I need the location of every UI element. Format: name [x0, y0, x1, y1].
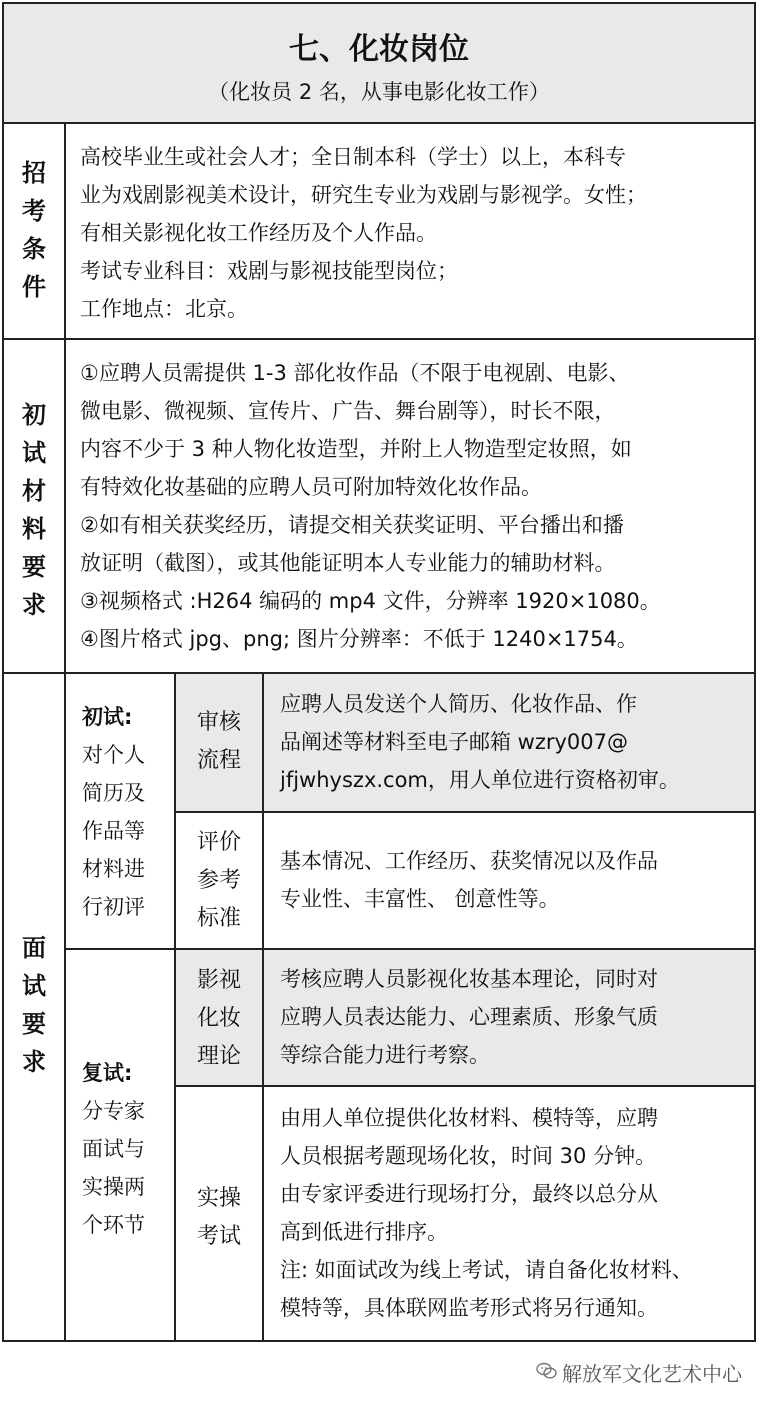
evaluation-criteria-content: 基本情况、工作经历、获奖情况以及作品 专业性、丰富性、 创意性等。 — [280, 849, 658, 911]
wechat-icon — [536, 1362, 558, 1380]
practical-exam-content: 由用人单位提供化妆材料、模特等，应聘 人员根据考题现场化妆，时间 30 分钟。 由专家评委进行现场打分，最终以总分从 高到低进行排序。 注: 如面试改为线上考试，请自备化妆材料、 模特等，具体联网监考形式将另行通知。 — [280, 1106, 693, 1320]
materials-content: ①应聘人员需提供 1-3 部化妆作品（不限于电视剧、电影、 微电影、微视频、宣传片、广告、舞台剧等），时长不限， 内容不少于 3 种人物化妆造型，并附上人物造型定妆照，如 有特效化妆基础的应聘人员可附加特效化妆作品。 ②如有相关获奖经历，请提交相关获奖证明、平台播出和播 放证明（截图），或其他能证明本人专业能力的辅助材料。 ③视频格式 :H264 编码的 mp4 文件，分辨率 1920×1080。 ④图片格式 jpg、png; 图片分辨率：不低于 1240×1754。 — [80, 361, 661, 651]
second-stage-heading: 复试: — [82, 1061, 133, 1085]
page-title: 七、化妆岗位 — [289, 32, 469, 67]
first-stage-heading: 初试: — [82, 705, 133, 729]
table-header — [4, 4, 754, 124]
review-process-content: 应聘人员发送个人简历、化妆作品、作 品阐述等材料至电子邮箱 wzry007@ jfjwhyszx.com，用人单位进行资格初审。 — [280, 692, 680, 792]
interview-label: 面 试 要 求 — [22, 934, 46, 1076]
watermark-text: 解放军文化艺术中心 — [562, 1362, 742, 1386]
left-column-divider — [64, 122, 66, 1340]
recruit-label: 招 考 条 件 — [22, 159, 46, 301]
divider-review — [174, 811, 754, 813]
recruitment-table — [2, 2, 756, 1342]
materials-label: 初 试 材 料 要 求 — [22, 401, 46, 619]
theory-content: 考核应聘人员影视化妆基本理论，同时对 应聘人员表达能力、心理素质、形象气质 等综合能力进行考察。 — [280, 967, 658, 1067]
second-stage-desc: 复试: 分专家 面试与 实操两 个环节 — [82, 1061, 145, 1237]
practical-exam-label: 实操 考试 — [196, 1186, 241, 1249]
divider-theory — [174, 1085, 754, 1087]
first-stage-desc: 初试: 对个人 简历及 作品等 材料进 行初评 — [82, 705, 145, 919]
divider-recruit — [4, 338, 754, 340]
theory-label: 影视 化妆 理论 — [196, 968, 241, 1069]
recruit-content: 高校毕业生或社会人才；全日制本科（学士）以上，本科专 业为戏剧影视美术设计，研究生专业为戏剧与影视学。女性； 有相关影视化妆工作经历及个人作品。 考试专业科目：戏剧与影视技能型岗位； 工作地点：北京。 — [80, 145, 647, 321]
review-process-label: 审核 流程 — [196, 710, 241, 773]
evaluation-criteria-label: 评价 参考 标准 — [196, 830, 241, 931]
page-subtitle: （化妆员 2 名，从事电影化妆工作） — [208, 80, 550, 104]
